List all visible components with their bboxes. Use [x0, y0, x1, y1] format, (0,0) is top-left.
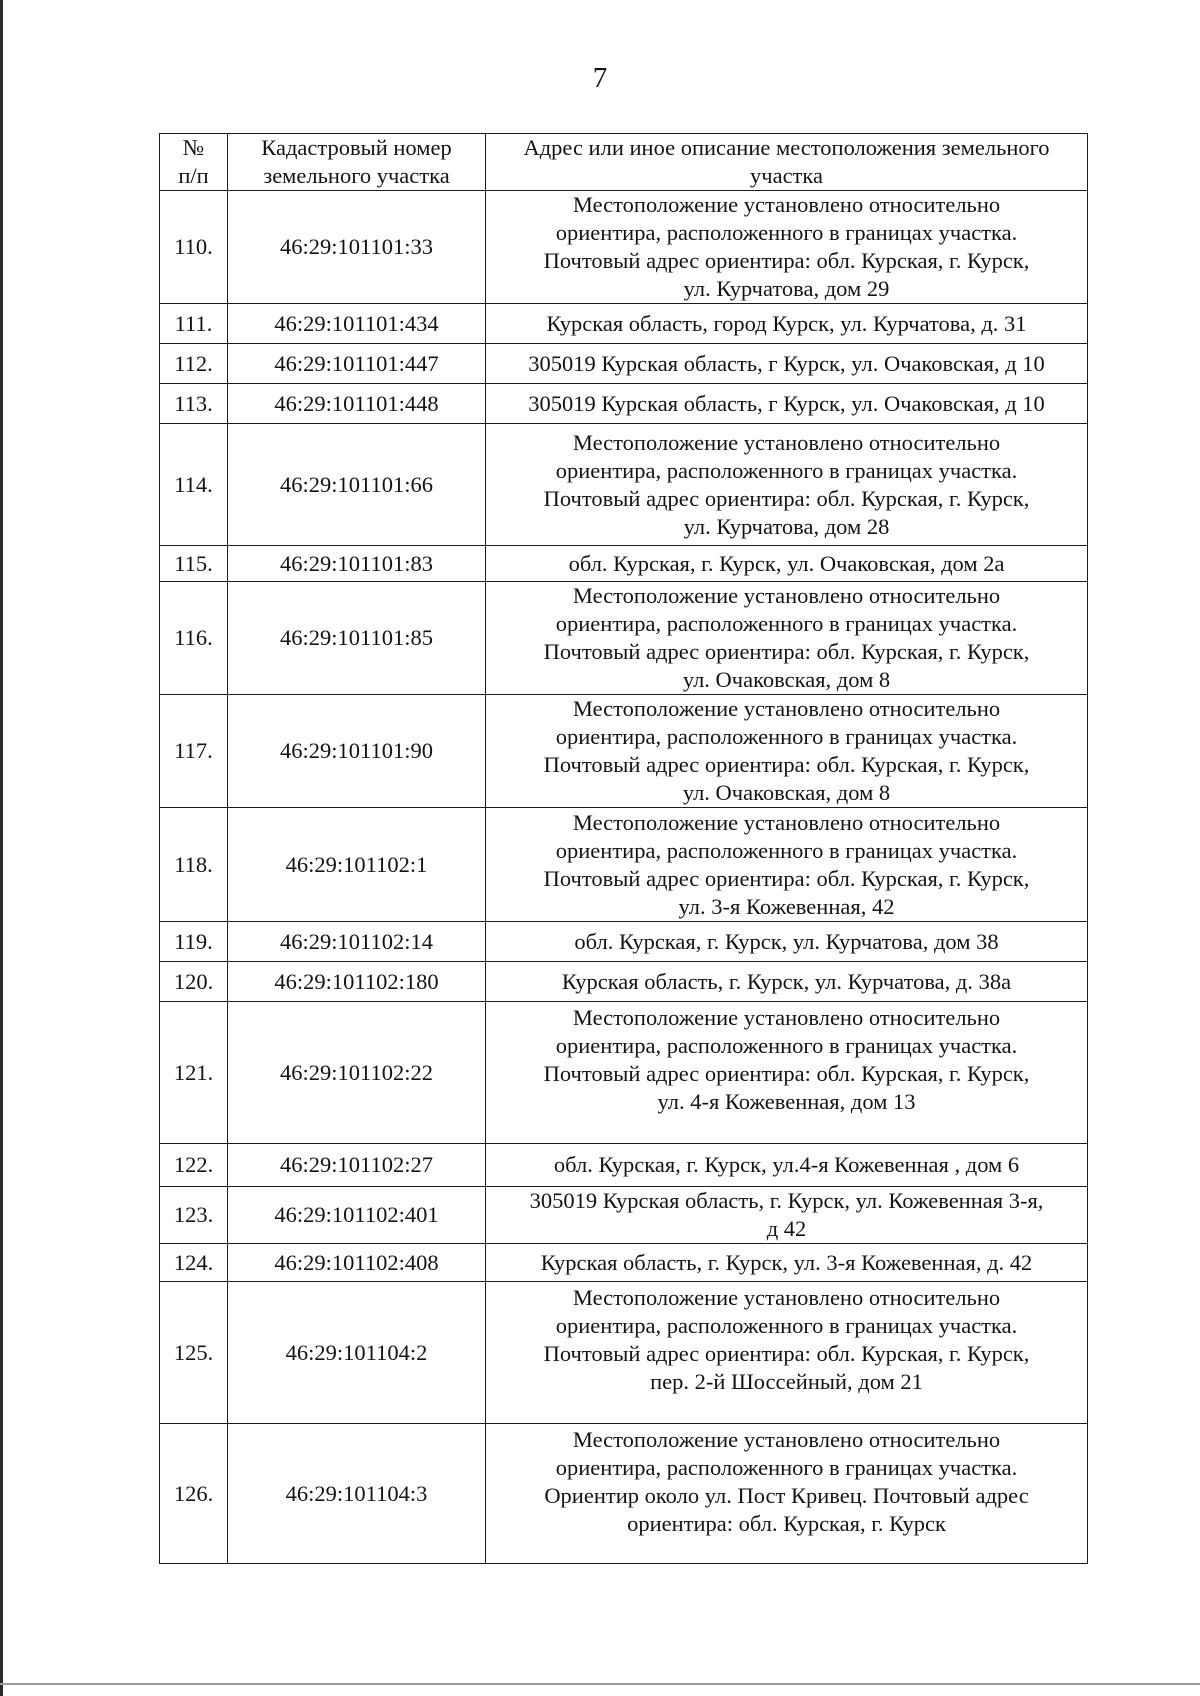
cadastral-number: 46:29:101101:434 — [228, 304, 486, 344]
row-number: 125. — [160, 1282, 228, 1424]
address-cell: Местоположение установлено относительно ориентира, расположенного в границах участка. Почтовый адрес ориентира: обл. Курская, г. Курск, ул. Очаковская, дом 8 — [486, 695, 1088, 808]
row-number: 110. — [160, 191, 228, 304]
cadastral-number: 46:29:101102:22 — [228, 1002, 486, 1144]
cadastral-number: 46:29:101101:83 — [228, 546, 486, 582]
table-row — [160, 344, 1088, 384]
row-number: 124. — [160, 1244, 228, 1282]
table-row — [160, 1002, 1088, 1144]
cadastral-number: 46:29:101102:1 — [228, 808, 486, 922]
table-row — [160, 582, 1088, 695]
row-number: 113. — [160, 384, 228, 424]
address-cell: Курская область, г. Курск, ул. Курчатова, д. 38а — [486, 962, 1088, 1002]
address-cell: Местоположение установлено относительно ориентира, расположенного в границах участка. Почтовый адрес ориентира: обл. Курская, г. Курск, ул. Очаковская, дом 8 — [486, 582, 1088, 695]
address-cell: обл. Курская, г. Курск, ул. Курчатова, дом 38 — [486, 922, 1088, 962]
table-row — [160, 1244, 1088, 1282]
address-cell: Местоположение установлено относительно ориентира, расположенного в границах участка. Ориентир около ул. Пост Кривец. Почтовый адрес ориентира: обл. Курская, г. Курск — [486, 1424, 1088, 1564]
cadastral-number: 46:29:101101:85 — [228, 582, 486, 695]
cadastral-number: 46:29:101104:3 — [228, 1424, 486, 1564]
address-cell: Местоположение установлено относительно ориентира, расположенного в границах участка. Почтовый адрес ориентира: обл. Курская, г. Курск, ул. 4-я Кожевенная, дом 13 — [486, 1002, 1088, 1144]
address-cell: Курская область, г. Курск, ул. 3-я Кожевенная, д. 42 — [486, 1244, 1088, 1282]
cadastral-number: 46:29:101101:66 — [228, 424, 486, 546]
row-number: 118. — [160, 808, 228, 922]
cadastral-number: 46:29:101101:90 — [228, 695, 486, 808]
address-cell: Местоположение установлено относительно ориентира, расположенного в границах участка. Почтовый адрес ориентира: обл. Курская, г. Курск, пер. 2-й Шоссейный, дом 21 — [486, 1282, 1088, 1424]
table-row — [160, 546, 1088, 582]
cadastral-number: 46:29:101101:447 — [228, 344, 486, 384]
row-number: 122. — [160, 1144, 228, 1187]
row-number: 111. — [160, 304, 228, 344]
table-row — [160, 1282, 1088, 1424]
land-plot-table — [159, 133, 1088, 1564]
cadastral-number: 46:29:101101:33 — [228, 191, 486, 304]
address-cell: Местоположение установлено относительно ориентира, расположенного в границах участка. Почтовый адрес ориентира: обл. Курская, г. Курск, ул. Курчатова, дом 29 — [486, 191, 1088, 304]
cadastral-number: 46:29:101101:448 — [228, 384, 486, 424]
row-number: 126. — [160, 1424, 228, 1564]
table-row — [160, 384, 1088, 424]
table-row — [160, 922, 1088, 962]
table-row — [160, 695, 1088, 808]
cadastral-number: 46:29:101102:401 — [228, 1187, 486, 1244]
scan-bottom-edge — [0, 1683, 1200, 1685]
table-row — [160, 1144, 1088, 1187]
table-row — [160, 304, 1088, 344]
row-number: 123. — [160, 1187, 228, 1244]
row-number: 116. — [160, 582, 228, 695]
header-number: № п/п — [160, 134, 228, 191]
cadastral-number: 46:29:101104:2 — [228, 1282, 486, 1424]
row-number: 117. — [160, 695, 228, 808]
address-cell: 305019 Курская область, г Курск, ул. Очаковская, д 10 — [486, 344, 1088, 384]
address-cell: Курская область, город Курск, ул. Курчатова, д. 31 — [486, 304, 1088, 344]
address-cell: 305019 Курская область, г. Курск, ул. Кожевенная 3-я, д 42 — [486, 1187, 1088, 1244]
address-cell: 305019 Курская область, г Курск, ул. Очаковская, д 10 — [486, 384, 1088, 424]
cadastral-number: 46:29:101102:27 — [228, 1144, 486, 1187]
cadastral-number: 46:29:101102:14 — [228, 922, 486, 962]
row-number: 121. — [160, 1002, 228, 1144]
table-row — [160, 808, 1088, 922]
header-cadastral-number: Кадастровый номер земельного участка — [228, 134, 486, 191]
address-cell: обл. Курская, г. Курск, ул.4-я Кожевенная , дом 6 — [486, 1144, 1088, 1187]
table-row — [160, 1424, 1088, 1564]
table-row — [160, 962, 1088, 1002]
row-number: 120. — [160, 962, 228, 1002]
table-row — [160, 424, 1088, 546]
table-row — [160, 1187, 1088, 1244]
cadastral-number: 46:29:101102:180 — [228, 962, 486, 1002]
row-number: 119. — [160, 922, 228, 962]
header-address: Адрес или иное описание местоположения земельного участка — [486, 134, 1088, 191]
row-number: 114. — [160, 424, 228, 546]
row-number: 112. — [160, 344, 228, 384]
page-number: 7 — [592, 62, 608, 94]
address-cell: обл. Курская, г. Курск, ул. Очаковская, дом 2а — [486, 546, 1088, 582]
scan-left-edge — [0, 0, 3, 1696]
address-cell: Местоположение установлено относительно ориентира, расположенного в границах участка. Почтовый адрес ориентира: обл. Курская, г. Курск, ул. Курчатова, дом 28 — [486, 424, 1088, 546]
table-row — [160, 191, 1088, 304]
address-cell: Местоположение установлено относительно ориентира, расположенного в границах участка. Почтовый адрес ориентира: обл. Курская, г. Курск, ул. 3-я Кожевенная, 42 — [486, 808, 1088, 922]
table-header-row — [160, 134, 1088, 191]
cadastral-number: 46:29:101102:408 — [228, 1244, 486, 1282]
row-number: 115. — [160, 546, 228, 582]
